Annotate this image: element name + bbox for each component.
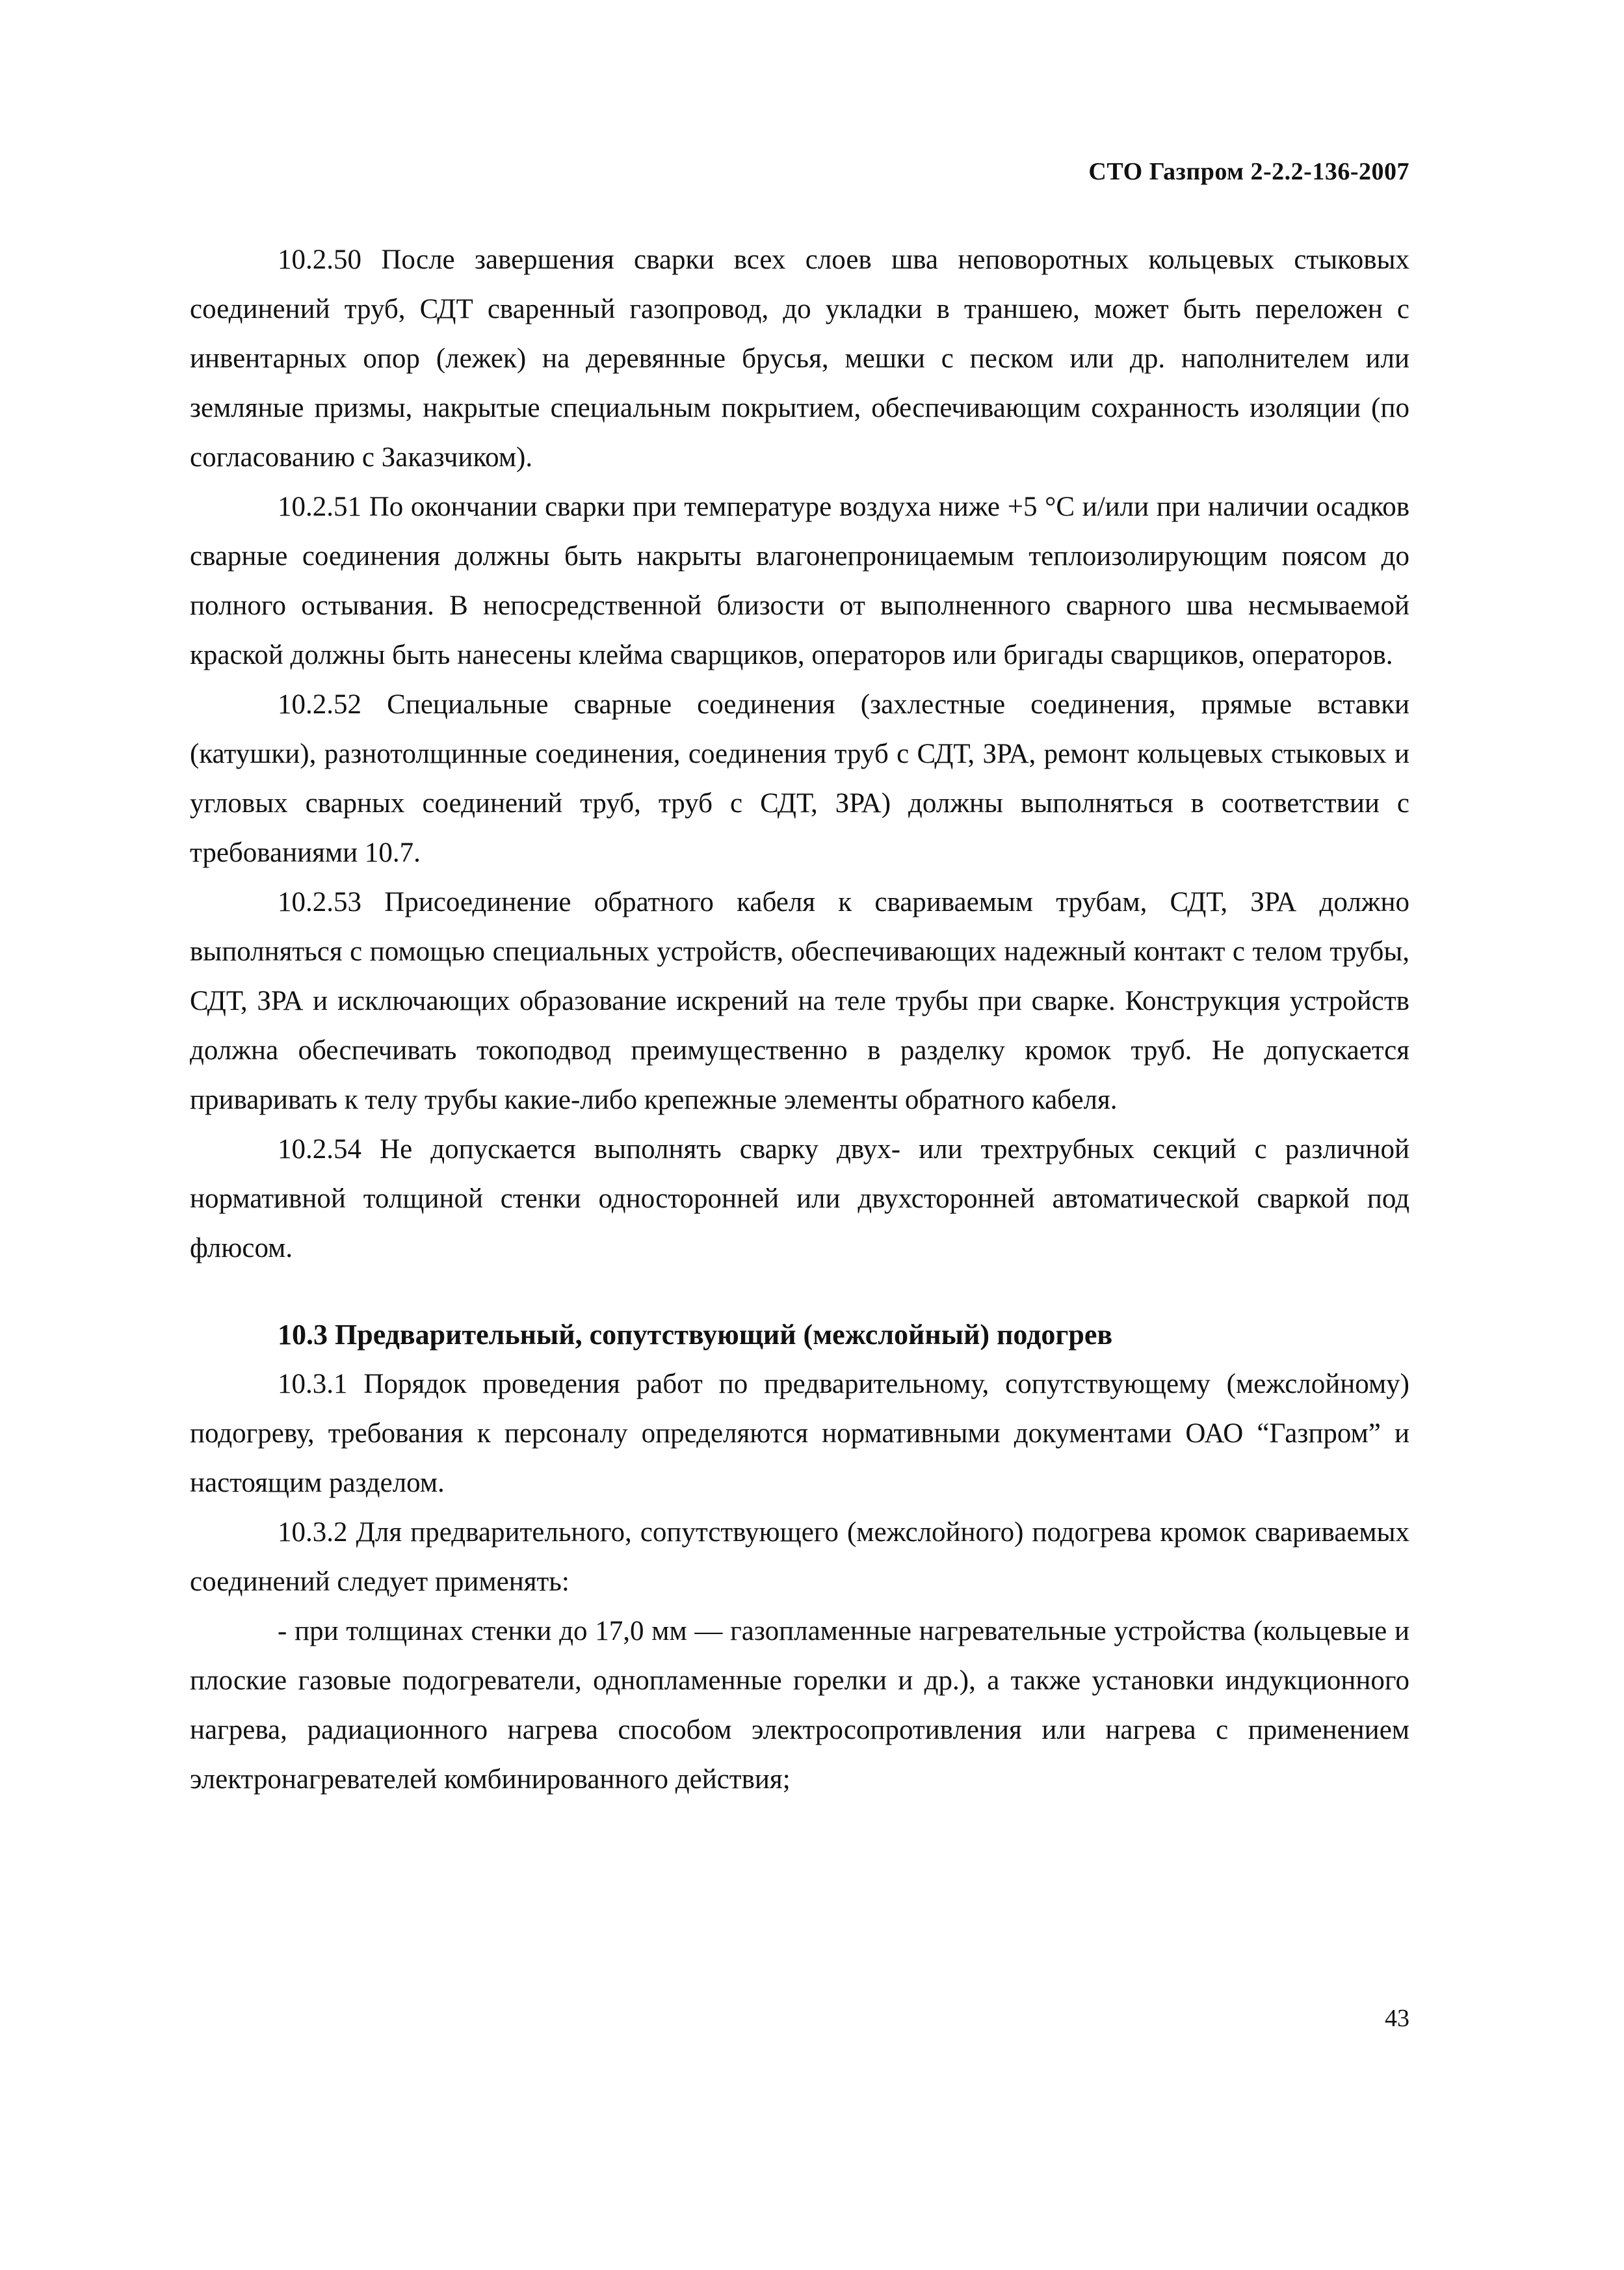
section-heading-10-3: 10.3 Предварительный, сопутствующий (межслойный) подогрев	[278, 1319, 1113, 1351]
paragraph-10-2-54: 10.2.54 Не допускается выполнять сварку двух- или трехтрубных секций с различной нормативной толщиной стенки односторонней или двухсторонней автоматической сваркой под флюсом.	[190, 1134, 1409, 1263]
paragraph-10-2-51: 10.2.51 По окончании сварки при температуре воздуха ниже +5 °С и/или при наличии осадков сварные соединения должны быть накрыты влагонепроницаемым теплоизолирующим поясом до полного остывания. В непосредственной близости от выполненного сварного шва несмываемой краской должны быть нанесены клейма сварщиков, операторов или бригады сварщиков, операторов.	[190, 492, 1409, 670]
paragraph-10-2-53: 10.2.53 Присоединение обратного кабеля к свариваемым трубам, СДТ, ЗРА должно выполняться с помощью специальных устройств, обеспечивающих надежный контакт с телом трубы, СДТ, ЗРА и исключающих образование искрений на теле трубы при сварке. Конструкция устройств должна обеспечивать токоподвод преимущественно в разделку кромок труб. Не допускается приваривать к телу трубы какие-либо крепежные элементы обратного кабеля.	[190, 887, 1409, 1115]
document-code: СТО Газпром 2-2.2-136-2007	[1088, 158, 1409, 185]
paragraph-10-2-50: 10.2.50 После завершения сварки всех слоев шва неповоротных кольцевых стыковых соединений труб, СДТ сваренный газопровод, до укладки в траншею, может быть переложен с инвентарных опор (лежек) на деревянные брусья, мешки с песком или др. наполнителем или земляные призмы, накрытые специальным покрытием, обеспечивающим сохранность изоляции (по согласованию с Заказчиком).	[190, 244, 1409, 473]
paragraph-10-3-2: 10.3.2 Для предварительного, сопутствующего (межслойного) подогрева кромок свариваемых соединений следует применять:	[190, 1517, 1409, 1597]
list-item-thickness-17mm: - при толщинах стенки до 17,0 мм — газопламенные нагревательные устройства (кольцевые и плоские газовые подогреватели, однопламенные горелки и др.), а также установки индукционного нагрева, радиационного нагрева способом электросопротивления или нагрева с применением электронагревателей комбинированного действия;	[190, 1616, 1409, 1795]
page-number: 43	[1385, 2005, 1409, 2032]
page-body	[190, 235, 1409, 1804]
paragraph-10-2-52: 10.2.52 Специальные сварные соединения (захлестные соединения, прямые вставки (катушки), разнотолщинные соединения, соединения труб с СДТ, ЗРА, ремонт кольцевых стыковых и угловых сварных соединений труб, труб с СДТ, ЗРА) должны выполняться в соответствии с требованиями 10.7.	[190, 689, 1409, 868]
paragraph-10-3-1: 10.3.1 Порядок проведения работ по предварительному, сопутствующему (межслойному) подогреву, требования к персоналу определяются нормативными документами ОАО “Газпром” и настоящим разделом.	[190, 1369, 1409, 1498]
